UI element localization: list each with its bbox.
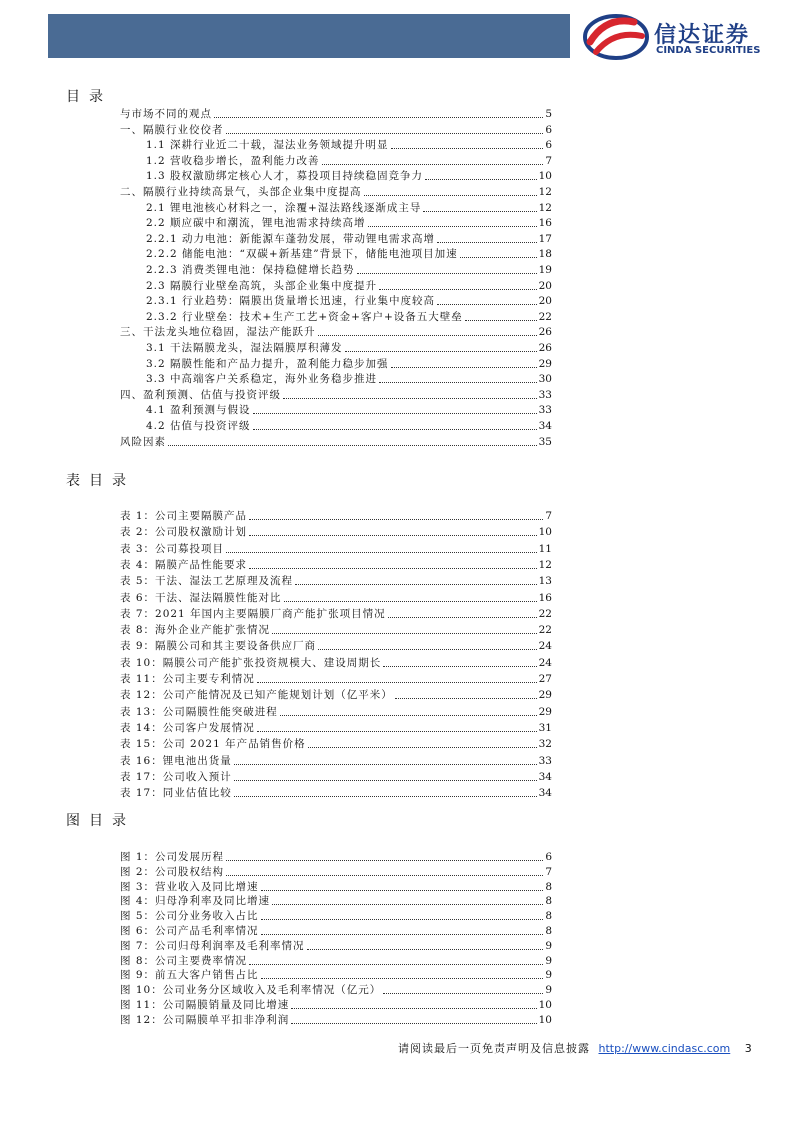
figure-list-entry-title: 图 12：公司隔膜单平扣非净利润 [120,1013,290,1026]
dot-leader [257,682,537,683]
toc-entry-title: 3.2 隔膜性能和产品力提升，盈利能力稳步加强 [146,357,389,370]
figure-list-entry-title: 图 11：公司隔膜销量及同比增速 [120,999,290,1011]
dot-leader [465,320,537,321]
figure-list-entry[interactable] [120,922,552,938]
toc-entry[interactable] [120,339,552,355]
dot-leader [234,796,537,797]
figures-list-title: 图目录 [66,813,135,829]
toc-entry-page: 5 [545,108,552,120]
figure-list-entry-title: 图 8：公司主要费率情况 [120,954,248,967]
table-list-entry[interactable] [120,605,552,621]
table-list-entry-title: 表 15：公司 2021 年产品销售价格 [120,738,306,751]
toc-entry[interactable] [120,183,552,199]
dot-leader [257,731,537,732]
toc-entry-title: 与市场不同的观点 [120,108,212,120]
table-list-entry-page: 13 [538,575,552,588]
toc-entry[interactable] [120,152,552,168]
toc-entry[interactable] [120,370,552,386]
toc-entry-title: 2.3.1 行业趋势：隔膜出货量增长迅速，行业集中度较高 [146,295,436,308]
figure-list-entry-title: 图 7：公司归母利润率及毛利率情况 [120,939,305,952]
toc-entry-page: 12 [538,186,552,198]
table-list-entry[interactable] [120,752,552,768]
dot-leader [272,904,543,905]
toc-entry-page: 33 [538,404,552,417]
dot-leader [168,445,537,446]
table-list-entry-title: 表 8：海外企业产能扩张情况 [120,624,271,637]
figure-list-entry-page: 10 [538,1013,552,1026]
toc-entry[interactable] [120,136,552,152]
table-list-entry[interactable] [120,703,552,719]
toc-entry[interactable] [120,121,552,137]
figure-list-entry[interactable] [120,878,552,894]
dot-leader [226,860,543,861]
toc-entry-page: 29 [538,357,552,370]
dot-leader [226,552,537,553]
table-list-entry[interactable] [120,735,552,751]
dot-leader [460,257,537,258]
toc-entry-title: 2.2 顺应碳中和潮流，锂电池需求持续高增 [146,217,366,230]
table-list-entry-title: 表 17：公司收入预计 [120,770,232,783]
figure-list-entry-page: 8 [545,895,552,908]
toc-entry-page: 30 [538,373,552,386]
dot-leader [318,649,537,650]
figure-list-entry-page: 9 [545,984,552,997]
toc-entry-title: 1.3 股权激励绑定核心人才，募投项目持续稳固竞争力 [146,170,424,183]
figure-list-entry-page: 8 [545,910,552,923]
dot-leader [249,519,543,520]
dot-leader [437,242,537,243]
logo-text-en: CINDA SECURITIES [656,45,761,56]
figure-list-entry-page: 10 [538,999,552,1011]
dot-leader [261,890,544,891]
company-logo [582,12,782,62]
dot-leader [357,273,537,274]
toc-entry-title: 1.2 营收稳步增长，盈利能力改善 [146,154,320,167]
figure-list-entry-page: 8 [545,880,552,893]
toc-entry-page: 17 [538,232,552,245]
figure-list-entry[interactable] [120,863,552,879]
table-list-entry-title: 表 4：隔膜产品性能要求 [120,558,248,571]
table-list-entry-title: 表 7：2021 年国内主要隔膜厂商产能扩张项目情况 [120,607,386,620]
toc-entry-page: 16 [538,217,552,230]
toc-entry[interactable] [120,230,552,246]
dot-leader [295,584,537,585]
dot-leader [368,226,537,227]
dot-leader [272,633,537,634]
table-list-entry-page: 7 [545,510,552,522]
toc-entry-title: 1.1 深耕行业近二十载，湿法业务领域提升明显 [146,139,389,152]
toc-entry-page: 6 [545,139,552,152]
figure-list-entry[interactable] [120,966,552,982]
toc-entry[interactable] [120,167,552,183]
figure-list-entry[interactable] [120,1011,552,1027]
toc-entry-title: 2.3 隔膜行业壁垒高筑，头部企业集中度提升 [146,279,378,292]
toc-entry[interactable] [120,277,552,293]
table-list-entry-page: 10 [538,526,552,539]
table-list-entry-page: 16 [538,591,552,604]
toc-entry[interactable] [120,105,552,121]
figure-list-entry-page: 8 [545,925,552,937]
table-list-entry-title: 表 3：公司募投项目 [120,542,225,555]
toc-entry[interactable] [120,214,552,230]
dot-leader [364,195,537,196]
dot-leader [249,535,537,536]
toc-entry[interactable] [120,308,552,324]
table-list-entry-page: 31 [538,721,552,734]
dot-leader [226,875,543,876]
toc-entry-title: 二、隔膜行业持续高景气，头部企业集中度提高 [120,186,362,198]
table-list-entry[interactable] [120,572,552,588]
table-list-entry-title: 表 12：公司产能情况及已知产能规划计划（亿平米） [120,689,393,702]
toc-entry[interactable] [120,323,552,339]
disclaimer-notice: 请阅读最后一页免责声明及信息披露 [398,1042,590,1055]
dot-leader [249,568,537,569]
figure-list-entry[interactable] [120,981,552,997]
toc-entry-title: 2.3.2 行业壁垒：技术+生产工艺+资金+客户+设备五大壁垒 [146,310,463,323]
dot-leader [307,949,544,950]
table-list-entry-title: 表 11：公司主要专利情况 [120,673,255,685]
table-list-entry-title: 表 13：公司隔膜性能突破进程 [120,705,278,718]
toc-entry-page: 6 [545,123,552,136]
toc-entry-page: 20 [538,295,552,308]
figure-list-entry-title: 图 9：前五大客户销售占比 [120,969,259,982]
toc-entry-title: 2.2.1 动力电池：新能源车蓬勃发展，带动锂电需求高增 [146,232,436,245]
figure-list-entry-title: 图 4：归母净利率及同比增速 [120,895,271,908]
toc-entry[interactable] [120,386,552,402]
dot-leader [383,666,536,667]
tables-list-title: 表目录 [66,473,135,489]
dot-leader [234,780,537,781]
dot-leader [322,164,544,165]
toc-entry[interactable] [120,245,552,261]
dot-leader [437,304,537,305]
toc-entry-title: 三、干法龙头地位稳固，湿法产能跃升 [120,326,316,339]
figure-list-entry-title: 图 2：公司股权结构 [120,865,225,878]
toc-entry-page: 20 [538,279,552,292]
toc-entry-page: 34 [538,420,552,432]
toc-entry-title: 4.2 估值与投资评级 [146,420,251,432]
logo-mark-icon [582,12,652,62]
figure-list-entry-page: 9 [545,954,552,967]
dot-leader [214,117,543,118]
dot-leader [253,429,537,430]
figure-list-entry[interactable] [120,848,552,864]
table-list-entry[interactable] [120,719,552,735]
toc-entry-page: 10 [538,170,552,183]
table-list-entry[interactable] [120,621,552,637]
toc-entry-page: 12 [538,201,552,214]
table-list-entry[interactable] [120,637,552,653]
dot-leader [345,351,537,352]
dot-leader [425,179,537,180]
table-list-entry[interactable] [120,540,552,556]
table-list-entry-page: 12 [538,558,552,571]
toc-entry-page: 22 [538,310,552,323]
table-list-entry-page: 22 [538,624,552,637]
dot-leader [234,764,537,765]
dot-leader [283,398,537,399]
table-list-entry-page: 34 [538,770,552,783]
figure-list-entry-page: 6 [545,851,552,863]
table-list-entry-title: 表 10：隔膜公司产能扩张投资规模大、建设周期长 [120,656,382,669]
figure-list-entry-title: 图 10：公司业务分区域收入及毛利率情况（亿元） [120,984,382,997]
dot-leader [261,919,544,920]
table-list-entry-page: 33 [538,754,552,767]
dot-leader [280,715,537,716]
figure-list-entry[interactable] [120,996,552,1012]
table-list-entry[interactable] [120,670,552,686]
table-list-entry[interactable] [120,507,552,523]
figure-list-entry[interactable] [120,892,552,908]
table-list-entry-title: 表 6：干法、湿法隔膜性能对比 [120,591,282,604]
dot-leader [391,148,544,149]
toc-entry-page: 18 [538,248,552,261]
figure-list-entry-page: 7 [545,865,552,878]
toc-entry-page: 26 [538,326,552,339]
figure-list-entry-title: 图 5：公司分业务收入占比 [120,910,259,923]
toc-entry-page: 26 [538,342,552,354]
table-list-entry[interactable] [120,654,552,670]
dot-leader [379,289,537,290]
dot-leader [291,1023,536,1024]
dot-leader [395,698,537,699]
table-list-entry-title: 表 17：同业估值比较 [120,787,232,800]
figure-list-entry-page: 9 [545,969,552,982]
table-list-entry[interactable] [120,784,552,800]
toc-entry-page: 35 [538,435,552,448]
table-list-entry-title: 表 2：公司股权激励计划 [120,526,248,539]
toc-entry-page: 7 [545,154,552,167]
toc-entry-title: 3.3 中高端客户关系稳定，海外业务稳步推进 [146,373,378,386]
dot-leader [253,413,537,414]
toc-entry-page: 19 [538,264,552,276]
toc-entry[interactable] [120,292,552,308]
page-number: 3 [744,1042,752,1055]
toc-entry[interactable] [120,433,552,449]
toc-entry[interactable] [120,199,552,215]
table-list-entry-title: 表 9：隔膜公司和其主要设备供应厂商 [120,640,317,653]
dot-leader [318,335,537,336]
figure-list-entry-page: 9 [545,939,552,952]
table-list-entry-page: 29 [538,689,552,702]
dot-leader [291,1008,536,1009]
table-list-entry-page: 24 [538,640,552,653]
dot-leader [391,367,537,368]
table-list-entry-page: 27 [538,673,552,685]
table-list-entry-page: 29 [538,705,552,718]
dot-leader [249,964,543,965]
toc-entry-title: 3.1 干法隔膜龙头，湿法隔膜厚积薄发 [146,342,343,354]
toc-entry-page: 33 [538,388,552,401]
header-band [48,14,570,58]
table-list-entry[interactable] [120,768,552,784]
table-list-entry[interactable] [120,589,552,605]
dot-leader [423,211,536,212]
table-list-entry[interactable] [120,556,552,572]
table-list-entry-page: 22 [538,607,552,620]
toc-entry[interactable] [120,417,552,433]
table-list-entry-title: 表 1：公司主要隔膜产品 [120,510,248,522]
toc-entry-title: 风险因素 [120,435,166,448]
table-list-entry-title: 表 5：干法、湿法工艺原理及流程 [120,575,294,588]
toc-entry-title: 四、盈利预测、估值与投资评级 [120,388,281,401]
figure-list-entry-title: 图 6：公司产品毛利率情况 [120,925,259,937]
dot-leader [261,934,544,935]
dot-leader [388,617,537,618]
dot-leader [308,747,537,748]
website-link[interactable]: http://www.cindasc.com [598,1042,731,1055]
toc-entry-title: 2.2.2 储能电池：“双碳+新基建”背景下，储能电池项目加速 [146,248,458,261]
table-list-entry[interactable] [120,686,552,702]
table-list-entry[interactable] [120,523,552,539]
page-footer [398,1040,752,1056]
dot-leader [226,133,544,134]
figure-list-entry[interactable] [120,907,552,923]
dot-leader [379,382,537,383]
toc-entry-title: 2.1 锂电池核心材料之一，涂覆+湿法路线逐渐成主导 [146,201,422,214]
table-list-entry-page: 11 [538,542,552,555]
toc-entry-title: 一、隔膜行业佼佼者 [120,123,224,136]
table-list-entry-page: 32 [538,738,552,751]
toc-entry-title: 2.2.3 消费类锂电池：保持稳健增长趋势 [146,264,355,276]
dot-leader [383,993,543,994]
toc-title: 目录 [66,89,112,105]
dot-leader [284,601,537,602]
logo-text-cn: 信达证券 [654,23,751,48]
table-list-entry-page: 24 [538,656,552,669]
toc-entry[interactable] [120,401,552,417]
table-list-entry-title: 表 14：公司客户发展情况 [120,721,255,734]
dot-leader [261,978,544,979]
toc-entry[interactable] [120,355,552,371]
toc-entry-title: 4.1 盈利预测与假设 [146,404,251,417]
table-list-entry-title: 表 16：锂电池出货量 [120,754,232,767]
figure-list-entry[interactable] [120,952,552,968]
toc-entry[interactable] [120,261,552,277]
table-list-entry-page: 34 [538,787,552,800]
figure-list-entry-title: 图 3：营业收入及同比增速 [120,880,259,893]
figure-list-entry[interactable] [120,937,552,953]
figure-list-entry-title: 图 1：公司发展历程 [120,851,225,863]
